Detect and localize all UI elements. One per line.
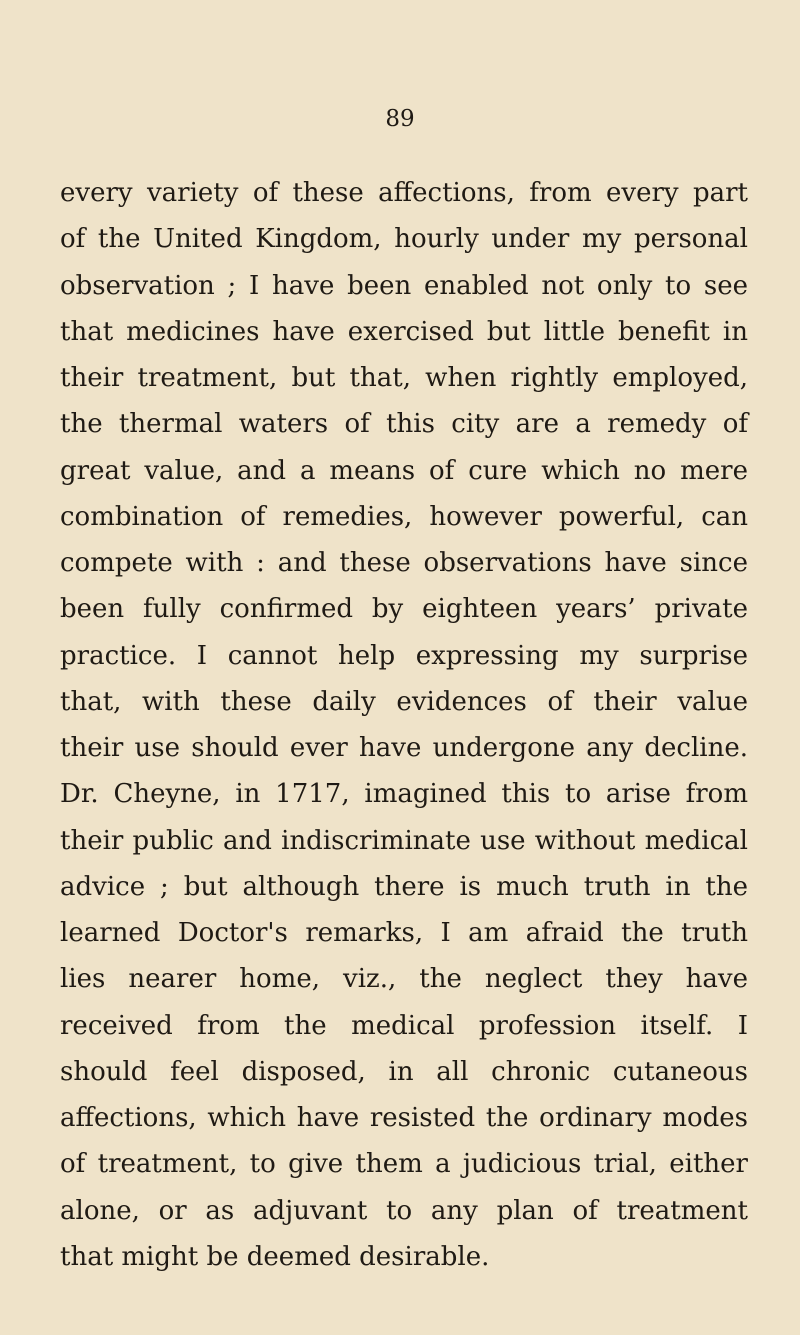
text-line: of the United Kingdom, hourly under my personal: [60, 224, 748, 255]
text-line: of treatment, to give them a judicious trial, either: [60, 1149, 748, 1180]
text-line: their public and indiscriminate use without medical: [60, 825, 748, 856]
text-line: should feel disposed, in all chronic cutaneous: [60, 1056, 748, 1087]
text-line: alone, or as adjuvant to any plan of treatment: [60, 1195, 748, 1226]
text-line: been fully confirmed by eighteen years’ private: [60, 594, 748, 625]
page-body-text: [60, 170, 748, 1280]
text-line: lies nearer home, viz., the neglect they have: [60, 964, 748, 995]
text-line: their use should ever have undergone any decline.: [60, 733, 748, 763]
text-line: Dr. Cheyne, in 1717, imagined this to arise from: [60, 779, 748, 810]
text-line: compete with : and these observations have since: [60, 548, 748, 578]
text-line: affections, which have resisted the ordinary modes: [60, 1103, 748, 1133]
text-line: every variety of these affections, from every part: [60, 178, 748, 208]
text-line: that medicines have exercised but little benefit in: [60, 316, 748, 347]
text-line: advice ; but although there is much truth in the: [60, 871, 748, 902]
text-line: combination of remedies, however powerful, can: [60, 501, 748, 532]
text-line: that, with these daily evidences of their value: [60, 686, 748, 717]
text-line: great value, and a means of cure which no mere: [60, 455, 748, 486]
text-line: received from the medical profession itself. I: [60, 1010, 748, 1041]
text-line: that might be deemed desirable.: [60, 1241, 490, 1272]
text-line: observation ; I have been enabled not only to see: [60, 270, 748, 301]
text-line: practice. I cannot help expressing my surprise: [60, 640, 748, 671]
text-line: learned Doctor's remarks, I am afraid the truth: [60, 918, 748, 948]
page-number: 89: [385, 106, 415, 132]
text-line: their treatment, but that, when rightly employed,: [60, 363, 748, 393]
text-line: the thermal waters of this city are a remedy of: [60, 409, 748, 440]
